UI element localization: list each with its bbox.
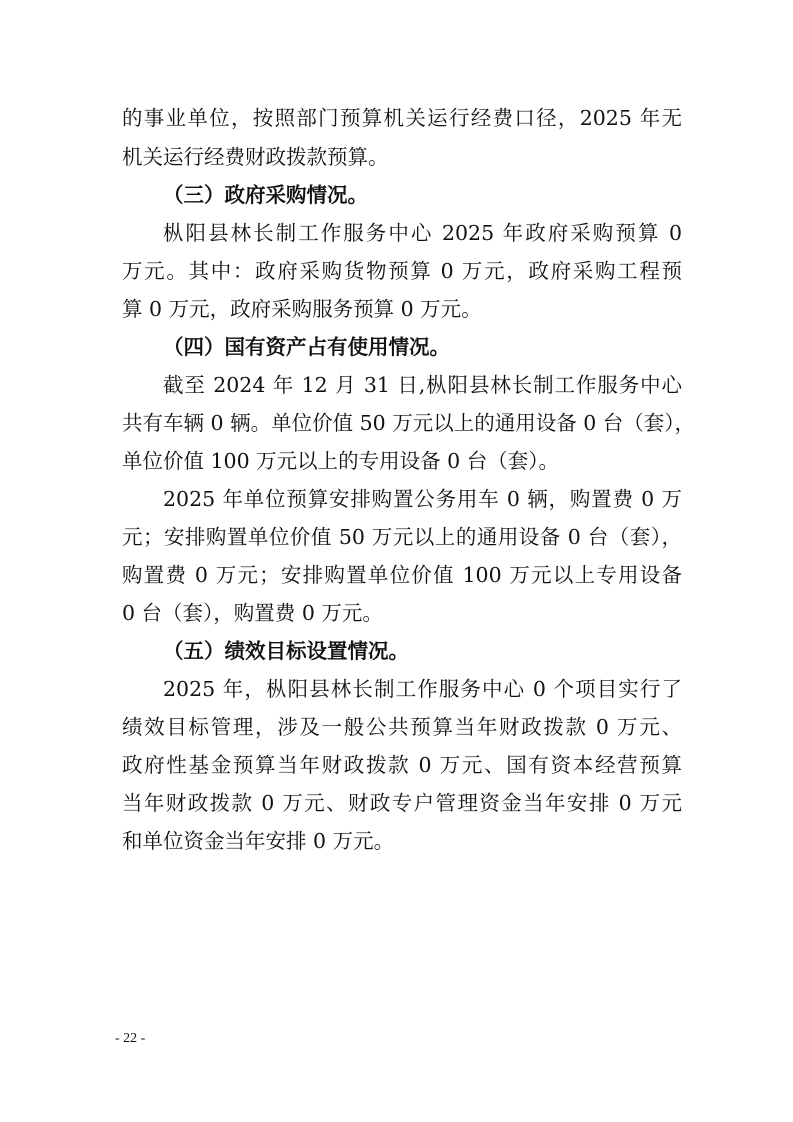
section5-line-4: 当年财政拨款 0 万元、财政专户管理资金当年安排 0 万元 — [122, 791, 682, 815]
section4-p1-line-3: 单位价值 100 万元以上的专用设备 0 台（套）。 — [122, 449, 559, 473]
section3-line-2: 万元。其中：政府采购货物预算 0 万元，政府采购工程预 — [122, 259, 682, 283]
section5-line-3: 政府性基金预算当年财政拨款 0 万元、国有资本经营预算 — [122, 753, 682, 777]
section4-p1-line-1: 截至 2024 年 12 月 31 日,枞阳县林长制工作服务中心 — [163, 373, 682, 397]
section4-p2-line-1: 2025 年单位预算安排购置公务用车 0 辆，购置费 0 万 — [163, 487, 682, 511]
section4-p2-line-3: 购置费 0 万元；安排购置单位价值 100 万元以上专用设备 — [122, 563, 682, 587]
intro-line-1: 的事业单位，按照部门预算机关运行经费口径，2025 年无 — [122, 106, 682, 130]
intro-line-2: 机关运行经费财政拨款预算。 — [122, 145, 389, 169]
page-number: - 22 - — [115, 1031, 146, 1046]
section3-line-1: 枞阳县林长制工作服务中心 2025 年政府采购预算 0 — [163, 221, 682, 245]
section4-p2-line-2: 元；安排购置单位价值 50 万元以上的通用设备 0 台（套）， — [122, 525, 682, 549]
section5-line-2: 绩效目标管理，涉及一般公共预算当年财政拨款 0 万元、 — [122, 715, 682, 739]
section5-line-1: 2025 年，枞阳县林长制工作服务中心 0 个项目实行了 — [163, 677, 682, 701]
section3-heading: （三）政府采购情况。 — [163, 183, 368, 207]
section4-p2-line-4: 0 台（套），购置费 0 万元。 — [122, 601, 383, 625]
section4-p1-line-2: 共有车辆 0 辆。单位价值 50 万元以上的通用设备 0 台（套）， — [122, 411, 696, 435]
section4-heading: （四）国有资产占有使用情况。 — [163, 335, 450, 359]
section5-heading: （五）绩效目标设置情况。 — [163, 639, 409, 663]
section3-line-3: 算 0 万元，政府采购服务预算 0 万元。 — [122, 297, 482, 321]
section5-line-5: 和单位资金当年安排 0 万元。 — [122, 829, 395, 853]
